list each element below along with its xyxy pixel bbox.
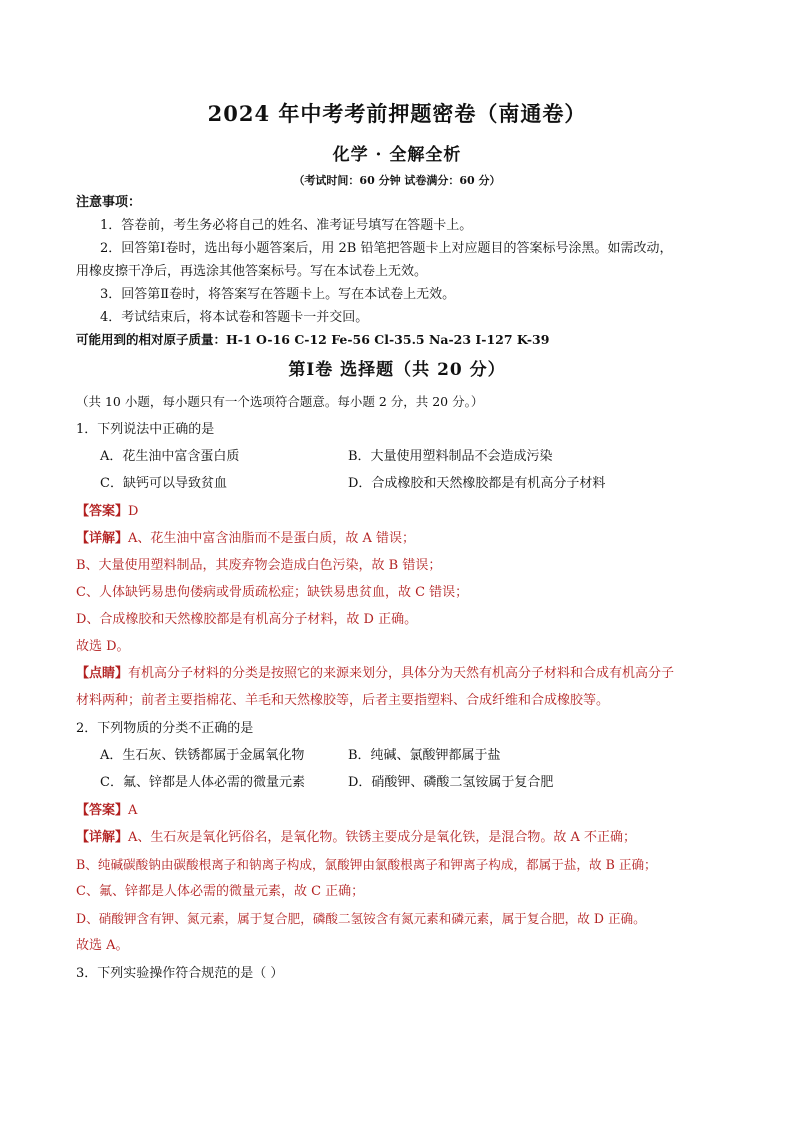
option-c: C．缺钙可以导致贫血 (100, 476, 227, 491)
detail-text: D、合成橡胶和天然橡胶都是有机高分子材料，故 D 正确。 (76, 612, 418, 627)
detail-tag: 【详解】 (76, 531, 129, 546)
section-title: 第Ⅰ卷 选择题（共 20 分） (288, 360, 506, 380)
answer-value: A (128, 803, 138, 818)
detail-text: C、人体缺钙易患佝偻病或骨质疏松症；缺铁易患贫血，故 C 错误； (76, 585, 469, 600)
detail-line (76, 829, 636, 847)
notice-item: 用橡皮擦干净后，再选涂其他答案标号。写在本试卷上无效。 (76, 264, 428, 279)
page-title: 2024 年中考考前押题密卷（南通卷） (207, 101, 587, 126)
answer-line (76, 802, 137, 820)
detail-text: B、纯碱碳酸钠由碳酸根离子和钠离子构成，氯酸钾由氯酸根离子和钾离子构成，都属于盐，故 B 正确； (76, 857, 657, 872)
note-text: 有机高分子材料的分类是按照它的来源来划分，具体分为天然有机高分子材料和合成有机高分子 (128, 666, 675, 681)
answer-line (76, 503, 138, 521)
conclusion-text: 故选 A。 (76, 938, 129, 953)
option-b: B．纯碱、氯酸钾都属于盐 (348, 748, 501, 763)
exam-meta: （考试时间：60 分钟 试卷满分：60 分） (293, 174, 501, 187)
option-a: A．花生油中富含蛋白质 (100, 449, 240, 464)
answer-tag: 【答案】 (76, 803, 129, 818)
detail-text: A、花生油中富含油脂而不是蛋白质，故 A 错误； (128, 531, 416, 546)
option-a: A．生石灰、铁锈都属于金属氧化物 (100, 748, 305, 763)
option-c: C．氟、锌都是人体必需的微量元素 (100, 775, 305, 790)
note-line (76, 665, 674, 683)
answer-value: D (128, 504, 139, 519)
atomic-masses: 可能用到的相对原子质量：H-1 O-16 C-12 Fe-56 Cl-35.5 Na-23 I-127 K-39 (76, 332, 550, 347)
notice-item: 4．考试结束后，将本试卷和答题卡一并交回。 (100, 310, 369, 325)
detail-line (76, 530, 415, 548)
detail-text: A、生石灰是氧化钙俗名，是氧化物。铁锈主要成分是氧化铁，是混合物。故 A 不正确； (128, 830, 637, 845)
notice-item: 1．答卷前，考生务必将自己的姓名、准考证号填写在答题卡上。 (100, 218, 473, 233)
page-subtitle: 化学 · 全解全析 (332, 145, 462, 165)
detail-tag: 【详解】 (76, 830, 129, 845)
answer-tag: 【答案】 (76, 504, 129, 519)
notice-item: 2．回答第Ⅰ卷时，选出每小题答案后，用 2B 铅笔把答题卡上对应题目的答案标号涂黑。如需改动， (100, 241, 673, 256)
question-stem: 2．下列物质的分类不正确的是 (76, 721, 254, 736)
note-tag: 【点睛】 (76, 666, 129, 681)
notice-item: 3．回答第Ⅱ卷时，将答案写在答题卡上。写在本试卷上无效。 (100, 287, 456, 302)
detail-text: B、大量使用塑料制品，其废弃物会造成白色污染，故 B 错误； (76, 558, 442, 573)
question-stem: 3．下列实验操作符合规范的是（ ） (76, 966, 284, 981)
notice-heading: 注意事项： (76, 195, 142, 210)
note-text: 材料两种；前者主要指棉花、羊毛和天然橡胶等，后者主要指塑料、合成纤维和合成橡胶等。 (76, 693, 610, 708)
conclusion-text: 故选 D。 (76, 639, 130, 654)
option-d: D．合成橡胶和天然橡胶都是有机高分子材料 (348, 476, 606, 491)
detail-text: D、硝酸钾含有钾、氮元素，属于复合肥，磷酸二氢铵含有氮元素和磷元素，属于复合肥，故 D 正确。 (76, 911, 646, 926)
detail-text: C、氟、锌都是人体必需的微量元素，故 C 正确； (76, 884, 365, 899)
option-b: B．大量使用塑料制品不会造成污染 (348, 449, 553, 464)
option-d: D．硝酸钾、磷酸二氢铵属于复合肥 (348, 775, 554, 790)
question-stem: 1．下列说法中正确的是 (76, 422, 215, 437)
section-instructions: （共 10 小题，每小题只有一个选项符合题意。每小题 2 分，共 20 分。） (76, 394, 484, 409)
